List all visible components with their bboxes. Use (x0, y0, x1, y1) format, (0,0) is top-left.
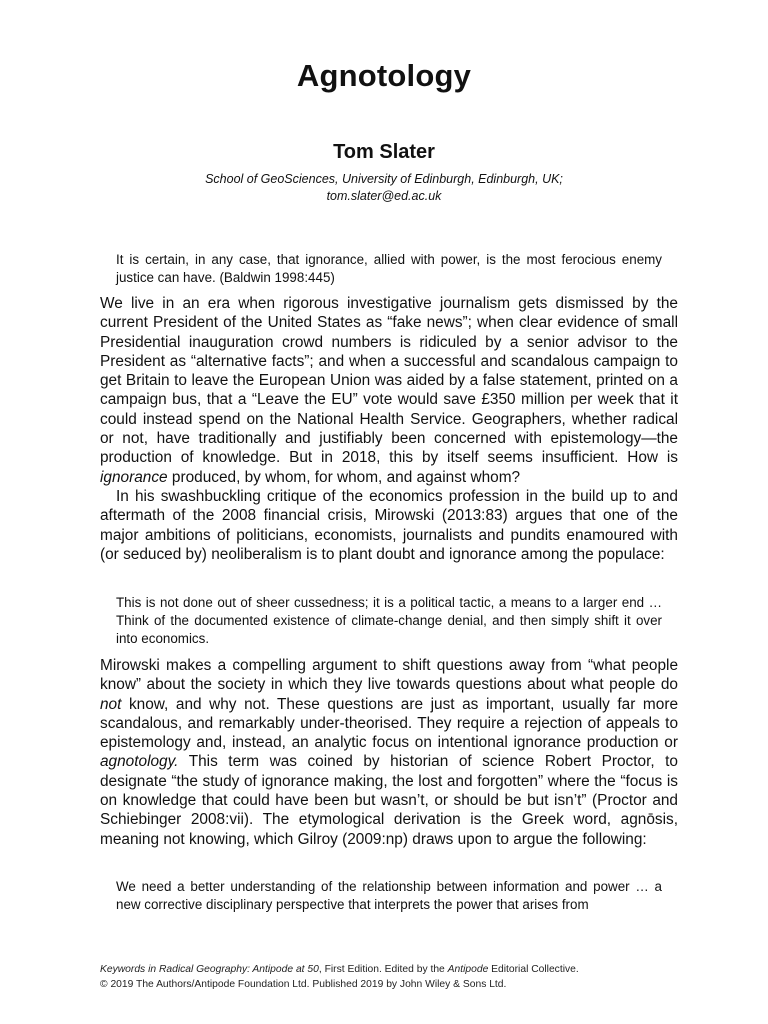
body-paragraph-3 (100, 656, 678, 849)
footer-text: Editorial Collective. (488, 964, 579, 975)
epigraph: It is certain, in any case, that ignorance, allied with power, is the most ferocious enemy justice can have. (Baldwin 1998:445) (116, 252, 662, 285)
body-paragraph-2 (100, 487, 678, 564)
emphasis-text: not (100, 695, 122, 713)
paragraph-text: Mirowski makes a compelling argument to shift questions away from “what people know” about the society in which they live towards questions about what people do (100, 657, 678, 694)
emphasis-text: agnotology. (100, 753, 179, 771)
footer-copyright: © 2019 The Authors/Antipode Foundation Ltd. Published 2019 by John Wiley & Sons Ltd. (100, 979, 507, 990)
paragraph-text: produced, by whom, for whom, and against whom? (167, 468, 521, 486)
page-footer (100, 962, 678, 992)
paragraph-text: know, and why not. These questions are just as important, usually far more scandalous, and remarkably under-theorised. They require a rejection of appeals to epistemology and, instead, an analytic focus on intentional ignorance production or (100, 695, 678, 752)
paragraph-text: In his swashbuckling critique of the economics profession in the build up to and aftermath of the 2008 financial crisis, Mirowski (2013:83) argues that one of the major ambitions of politicians, economists, journalists and pundits enamoured with (or seduced by) neoliberalism is to plant doubt and ignorance among the populace: (100, 488, 678, 563)
block-quote-2: We need a better understanding of the relationship between information and power … a new corrective disciplinary perspective that interprets the power that arises from (116, 879, 662, 912)
footer-text: , First Edition. Edited by the (318, 964, 448, 975)
journal-name: Antipode (447, 964, 489, 975)
emphasis-text: ignorance (100, 468, 168, 486)
paragraph-text: This term was coined by historian of science Robert Proctor, to designate “the study of ignorance making, the lost and forgotten” where the “focus is on knowledge that could have been but wasn’t, or should be but isn’t” (Proctor and Schiebinger 2008:vii). The etymological derivation is the Greek word, agnōsis, meaning not knowing, which Gilroy (2009:np) draws upon to argue the following: (100, 753, 678, 848)
author-name: Tom Slater (333, 141, 435, 163)
body-paragraph-1 (100, 294, 678, 487)
article-title: Agnotology (296, 58, 472, 93)
footer-citation (100, 962, 678, 977)
affiliation-line: School of GeoSciences, University of Edinburgh, Edinburgh, UK; (205, 172, 563, 186)
paragraph-text: We live in an era when rigorous investigative journalism gets dismissed by the current President of the United States as “fake news”; when clear evidence of small Presidential inauguration crowd numbers is ridiculed by a senior advisor to the President as “alternative facts”; and when a successful and scandalous campaign to get Britain to leave the European Union was aided by a false statement, printed on a campaign bus, that a “Leave the EU” vote would save £350 million per week that it could instead spend on the National Health Service. Geographers, whether radical or not, have traditionally and justifiably been concerned with epistemology—the production of knowledge. But in 2018, this by itself seems insufficient. How is (100, 295, 678, 467)
block-quote-1: This is not done out of sheer cussedness; it is a political tactic, a means to a larger end … Think of the documented existence of climate-change denial, and then simply shift it over into economics. (116, 595, 662, 646)
book-title: Keywords in Radical Geography: Antipode at 50 (100, 964, 319, 975)
author-email: tom.slater@ed.ac.uk (326, 189, 442, 203)
author-affiliation (0, 171, 768, 205)
